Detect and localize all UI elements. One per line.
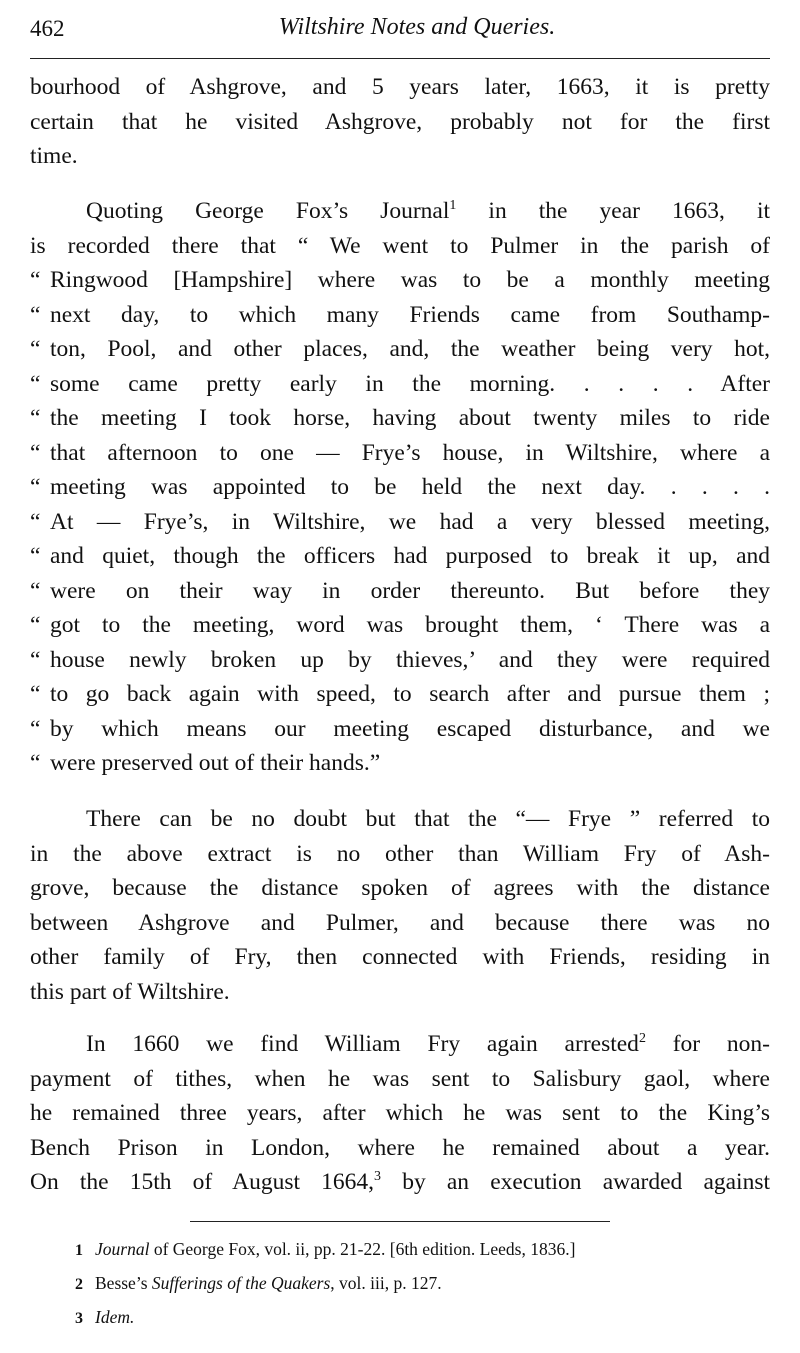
quote-mark: “: [30, 750, 41, 776]
text-span: next day, to which many Friends came from Southamp-: [50, 301, 770, 328]
footnote-1: [75, 1232, 770, 1266]
running-title: Wiltshire Notes and Queries.: [278, 14, 556, 40]
quote-line: [30, 746, 770, 781]
text-line: Bench Prison in London, where he remained about a year.: [30, 1134, 770, 1161]
text-span: the meeting I took horse, having about twenty miles to ride: [50, 405, 770, 431]
footnote-number: 2: [75, 1276, 83, 1293]
text-span: Quoting George Fox’s Journal: [86, 198, 450, 224]
text-line: time.: [30, 143, 78, 169]
text-span: some came pretty early in the morning. . . . . After: [50, 370, 770, 397]
quote-mark: “: [30, 577, 41, 604]
text-line: he remained three years, after which he was sent to the King’s: [30, 1100, 770, 1126]
text-span: got to the meeting, word was brought them, ‘ There was a: [50, 612, 770, 638]
page-header: [30, 14, 770, 48]
quote-mark: “: [30, 681, 41, 707]
footnotes: [75, 1232, 770, 1334]
text-span: and quiet, though the officers had purposed to break it up, and: [50, 543, 770, 569]
footnote-2: [75, 1266, 770, 1300]
quote-line: [30, 367, 770, 402]
text-span: On the 15th of August 1664,: [30, 1169, 375, 1195]
footnote-ref: 3: [374, 1169, 382, 1185]
quote-mark: “: [30, 439, 41, 466]
quote-mark: “: [30, 267, 41, 293]
footnote-number: 3: [75, 1310, 83, 1327]
text-span: were on their way in order thereunto. But before they: [50, 577, 770, 604]
quote-mark: “: [30, 336, 41, 362]
text-span: in the year 1663, it: [456, 198, 771, 224]
text-line: between Ashgrove and Pulmer, and because there was no: [30, 909, 770, 936]
text-span: by which means our meeting escaped disturbance, and we: [50, 715, 770, 742]
footnote-3: [75, 1300, 770, 1334]
quote-line: [30, 332, 770, 367]
quote-mark: “: [30, 543, 41, 569]
footnote-ref: 2: [638, 1031, 646, 1047]
quote-line: [30, 470, 770, 505]
quote-line: [30, 643, 770, 678]
text-span: Ringwood [Hampshire] where was to be a monthly meeting: [50, 267, 770, 293]
footnote-number: 1: [75, 1242, 83, 1259]
text-line: other family of Fry, then connected with Friends, residing in: [30, 944, 770, 970]
footnote-italic: Idem.: [95, 1307, 135, 1327]
quote-line: [30, 298, 770, 333]
quote-line: [30, 677, 770, 712]
footnote-ref: 1: [449, 198, 457, 214]
quote-line: [30, 505, 770, 540]
quote-mark: “: [30, 646, 41, 673]
quote-line: [30, 712, 770, 747]
text-line: grove, because the distance spoken of agrees with the distance: [30, 875, 770, 901]
footnote-prefix: Besse’s: [95, 1273, 152, 1293]
quote-mark: “: [30, 612, 41, 638]
footnote-italic: Journal: [95, 1239, 150, 1259]
paragraph-4: [30, 1027, 770, 1200]
paragraph-3: [30, 802, 770, 1009]
text-line: certain that he visited Ashgrove, probably not for the first: [30, 108, 770, 135]
text-line: bourhood of Ashgrove, and 5 years later, 1663, it is pretty: [30, 74, 770, 100]
footnote-rule: [190, 1221, 610, 1222]
quote-line: [30, 539, 770, 574]
text-span: house newly broken up by thieves,’ and they were required: [50, 646, 770, 673]
text-line: payment of tithes, when he was sent to Salisbury gaol, where: [30, 1065, 770, 1092]
text-span: that afternoon to one — Frye’s house, in Wiltshire, where a: [50, 439, 770, 466]
text-line: [30, 1165, 770, 1200]
header-rule: [30, 58, 770, 59]
text-line: [30, 194, 770, 229]
text-span: ton, Pool, and other places, and, the weather being very hot,: [50, 336, 770, 362]
text-line: is recorded there that “ We went to Pulmer in the parish of: [30, 232, 770, 259]
quote-mark: “: [30, 508, 41, 535]
text-span: were preserved out of their hands.”: [50, 750, 381, 776]
quote-line: [30, 401, 770, 436]
text-span: At — Frye’s, in Wiltshire, we had a very blessed meeting,: [50, 508, 770, 535]
text-span: In 1660 we find William Fry again arrested: [86, 1031, 639, 1057]
quote-mark: “: [30, 370, 41, 397]
footnote-text: of George Fox, vol. ii, pp. 21-22. [6th edition. Leeds, 1836.]: [149, 1239, 576, 1259]
text-span: to go back again with speed, to search after and pursue them ;: [50, 681, 770, 707]
text-line: [30, 1027, 770, 1062]
quote-mark: “: [30, 405, 41, 431]
quote-line: [30, 436, 770, 471]
paragraph-1: [30, 70, 770, 174]
text-line: in the above extract is no other than William Fry of Ash-: [30, 840, 770, 867]
page-number: 462: [30, 16, 65, 41]
paragraph-2: [30, 194, 770, 781]
quote-line: [30, 263, 770, 298]
text-span: by an execution awarded against: [381, 1169, 771, 1195]
quote-line: [30, 608, 770, 643]
quote-mark: “: [30, 301, 41, 328]
footnote-text: , vol. iii, p. 127.: [330, 1273, 442, 1293]
text-line: this part of Wiltshire.: [30, 978, 230, 1005]
quote-line: [30, 574, 770, 609]
text-line: There can be no doubt but that the “— Frye ” referred to: [86, 806, 770, 832]
text-span: meeting was appointed to be held the next day. . . . .: [50, 474, 770, 500]
quote-mark: “: [30, 474, 41, 500]
footnote-italic: Sufferings of the Quakers: [151, 1273, 331, 1293]
quote-mark: “: [30, 715, 41, 742]
text-span: for non-: [645, 1031, 771, 1057]
